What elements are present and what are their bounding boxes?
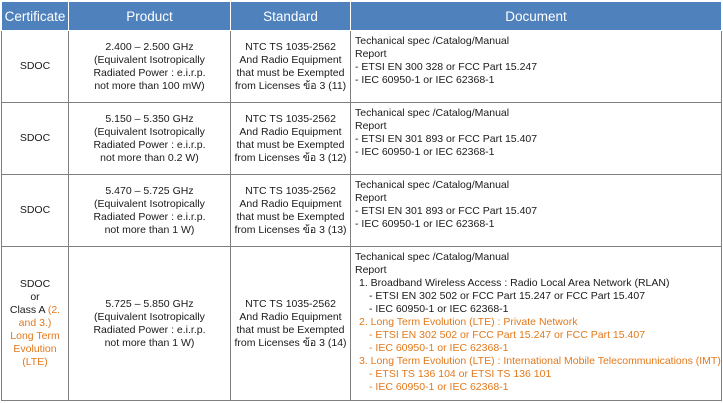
standard-line: NTC TS 1035-2562 bbox=[245, 297, 336, 310]
standard-cell bbox=[231, 175, 351, 247]
certificate-cell bbox=[2, 31, 69, 103]
document-line: Report bbox=[355, 120, 387, 132]
document-line: Report bbox=[355, 48, 387, 60]
document-cell bbox=[351, 103, 722, 175]
standard-cell bbox=[231, 247, 351, 401]
product-line: not more than 0.2 W) bbox=[100, 151, 199, 164]
certificate-table bbox=[1, 1, 722, 401]
document-cell bbox=[351, 175, 722, 247]
header-standard: Standard bbox=[231, 2, 351, 31]
certificate-text: SDOC bbox=[19, 278, 51, 290]
standard-line: that must be Exempted bbox=[236, 210, 345, 223]
certificate-lte-note: Evolution (LTE) bbox=[13, 343, 57, 368]
standard-cell bbox=[231, 103, 351, 175]
document-line: Techanical spec /Catalog/Manual bbox=[355, 251, 510, 263]
product-line: not more than 100 mW) bbox=[94, 79, 205, 92]
document-cell bbox=[351, 247, 722, 401]
header-row bbox=[2, 2, 722, 31]
standard-line: NTC TS 1035-2562 bbox=[245, 112, 336, 125]
product-line: 5.470 – 5.725 GHz bbox=[105, 184, 194, 197]
certificate-text: SDOC bbox=[19, 204, 51, 216]
product-cell bbox=[69, 31, 231, 103]
certificate-lte-note: (2. and 3.) bbox=[18, 304, 61, 329]
product-cell bbox=[69, 175, 231, 247]
standard-line: And Radio Equipment bbox=[239, 53, 342, 66]
document-line: - ETSI EN 300 328 or FCC Part 15.247 bbox=[355, 61, 538, 73]
standard-line: that must be Exempted bbox=[236, 323, 345, 336]
product-line: Radiated Power : e.i.r.p. bbox=[93, 323, 206, 336]
document-line: - ETSI TS 136 104 or ETSI TS 136 101 bbox=[369, 368, 552, 380]
table-row bbox=[2, 31, 722, 103]
document-line: Techanical spec /Catalog/Manual bbox=[355, 179, 510, 191]
table-row bbox=[2, 175, 722, 247]
certificate-cell bbox=[2, 175, 69, 247]
document-line: Report bbox=[355, 192, 387, 204]
document-line: - IEC 60950-1 or IEC 62368-1 bbox=[369, 381, 509, 393]
table-row bbox=[2, 103, 722, 175]
standard-line: that must be Exempted bbox=[236, 138, 345, 151]
certificate-text: or bbox=[30, 291, 40, 303]
table-row bbox=[2, 247, 722, 401]
certificate-lte-note: Long Term bbox=[10, 330, 60, 342]
product-line: 2.400 – 2.500 GHz bbox=[105, 40, 194, 53]
document-line: Techanical spec /Catalog/Manual bbox=[355, 107, 510, 119]
document-line: - IEC 60950-1 or IEC 62368-1 bbox=[355, 74, 495, 86]
document-line: - IEC 60950-1 or IEC 62368-1 bbox=[369, 303, 509, 315]
standard-cell bbox=[231, 31, 351, 103]
product-line: not more than 1 W) bbox=[104, 223, 195, 236]
standard-line: NTC TS 1035-2562 bbox=[245, 184, 336, 197]
document-line: 1. Broadband Wireless Access : Radio Local Area Network (RLAN) bbox=[359, 277, 670, 289]
header-product: Product bbox=[69, 2, 231, 31]
standard-line: from Licenses ข้อ 3 (14) bbox=[234, 336, 347, 349]
document-line: Report bbox=[355, 264, 387, 276]
document-line: - ETSI EN 302 502 or FCC Part 15.247 or FCC Part 15.407 bbox=[369, 329, 646, 341]
standard-line: And Radio Equipment bbox=[239, 197, 342, 210]
standard-line: from Licenses ข้อ 3 (13) bbox=[234, 223, 347, 236]
product-line: (Equivalent Isotropically bbox=[94, 125, 205, 138]
product-cell bbox=[69, 247, 231, 401]
standard-line: And Radio Equipment bbox=[239, 125, 342, 138]
header-document: Document bbox=[351, 2, 722, 31]
certificate-cell bbox=[2, 103, 69, 175]
document-line: Techanical spec /Catalog/Manual bbox=[355, 35, 510, 47]
certificate-cell bbox=[2, 247, 69, 401]
document-cell bbox=[351, 31, 722, 103]
document-line: - IEC 60950-1 or IEC 62368-1 bbox=[355, 146, 495, 158]
standard-line: And Radio Equipment bbox=[239, 310, 342, 323]
document-line: - IEC 60950-1 or IEC 62368-1 bbox=[369, 342, 509, 354]
product-line: Radiated Power : e.i.r.p. bbox=[93, 210, 206, 223]
product-line: (Equivalent Isotropically bbox=[94, 310, 205, 323]
document-line: - ETSI EN 301 893 or FCC Part 15.407 bbox=[355, 133, 538, 145]
certificate-text: SDOC bbox=[19, 60, 51, 72]
document-line: - IEC 60950-1 or IEC 62368-1 bbox=[355, 218, 495, 230]
product-line: (Equivalent Isotropically bbox=[94, 53, 205, 66]
document-line: 2. Long Term Evolution (LTE) : Private Network bbox=[359, 316, 578, 328]
standard-line: NTC TS 1035-2562 bbox=[245, 40, 336, 53]
standard-line: from Licenses ข้อ 3 (12) bbox=[234, 151, 347, 164]
product-line: 5.150 – 5.350 GHz bbox=[105, 112, 194, 125]
certificate-class-prefix: Class A bbox=[9, 304, 48, 316]
certificate-text: SDOC bbox=[19, 132, 51, 144]
product-line: Radiated Power : e.i.r.p. bbox=[93, 138, 206, 151]
standard-line: that must be Exempted bbox=[236, 66, 345, 79]
document-line: - ETSI EN 301 893 or FCC Part 15.407 bbox=[355, 205, 538, 217]
document-line: 3. Long Term Evolution (LTE) : International Mobile Telecommunications (IMT) bbox=[359, 355, 721, 367]
document-line: - ETSI EN 302 502 or FCC Part 15.247 or FCC Part 15.407 bbox=[369, 290, 646, 302]
product-line: not more than 1 W) bbox=[104, 336, 195, 349]
product-cell bbox=[69, 103, 231, 175]
product-line: 5.725 – 5.850 GHz bbox=[105, 297, 194, 310]
header-certificate: Certificate bbox=[2, 2, 69, 31]
product-line: Radiated Power : e.i.r.p. bbox=[93, 66, 206, 79]
product-line: (Equivalent Isotropically bbox=[94, 197, 205, 210]
standard-line: from Licenses ข้อ 3 (11) bbox=[234, 79, 347, 92]
